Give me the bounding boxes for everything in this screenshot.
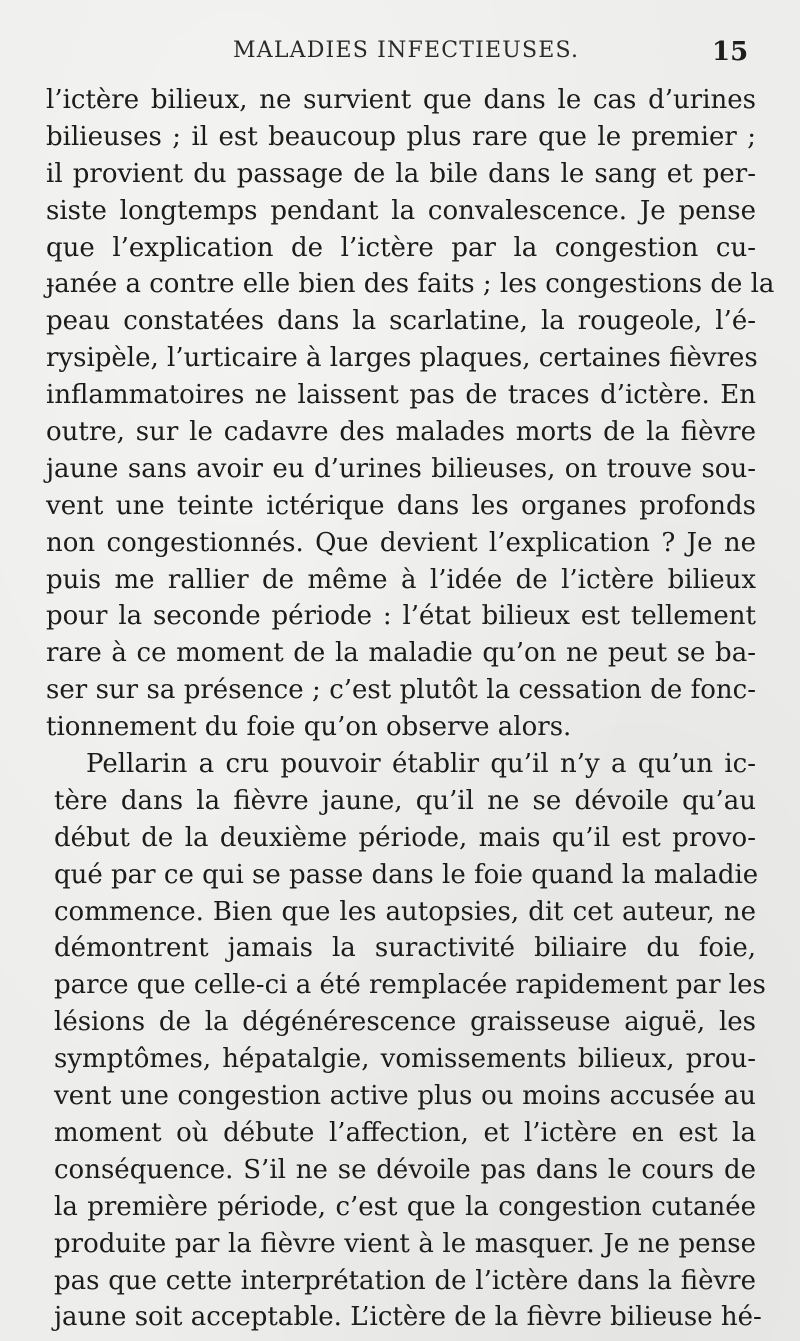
text-line: outre, sur le cadavre des malades morts de la fièvre: [46, 417, 756, 448]
text-line: l’ictère bilieux, ne survient que dans le cas d’urines: [46, 85, 756, 115]
text-line: lésions de la dégénérescence graisseuse aiguë, les: [54, 1007, 756, 1038]
paragraph: [46, 82, 775, 746]
text-line: ɟanée a contre elle bien des faits ; les congestions de la: [46, 269, 775, 300]
text-line: tère dans la fièvre jaune, qu’il ne se dévoile qu’au: [54, 785, 756, 816]
page-number: 15: [712, 37, 749, 67]
text-line: pas que cette interprétation de l’ictère dans la fièvre: [54, 1265, 756, 1296]
text-line: début de la deuxième période, mais qu’il est provo-: [54, 822, 756, 853]
text-line: il provient du passage de la bile dans le sang et per-: [46, 158, 756, 189]
text-line: puis me rallier de même à l’idée de l’ictère bilieux: [46, 564, 756, 595]
body-text: [46, 82, 775, 1336]
text-line: la première période, c’est que la congestion cutanée: [54, 1191, 756, 1222]
text-line: inflammatoires ne laissent pas de traces d’ictère. En: [46, 380, 756, 411]
text-line: symptômes, hépatalgie, vomissements bilieux, prou-: [54, 1044, 756, 1075]
text-line: vent une teinte ictérique dans les organes profonds: [46, 490, 756, 521]
text-line: jaune sans avoir eu d’urines bilieuses, on trouve sou-: [46, 453, 756, 484]
text-line: rare à ce moment de la maladie qu’on ne peut se ba-: [46, 638, 756, 669]
text-line: produite par la fièvre vient à le masquer. Je ne pense: [54, 1228, 756, 1259]
running-head: [0, 38, 800, 74]
text-line: non congestionnés. Que devient l’explication ? Je ne: [46, 527, 756, 558]
text-line: vent une congestion active plus ou moins accusée au: [54, 1081, 756, 1112]
text-line: peau constatées dans la scarlatine, la rougeole, l’é-: [46, 306, 756, 337]
text-line: pour la seconde période : l’état bilieux est tellement: [46, 601, 756, 632]
text-line: rysipèle, l’urticaire à larges plaques, certaines fièvres: [46, 343, 758, 374]
text-line: moment où débute l’affection, et l’ictère en est la: [54, 1117, 756, 1148]
text-line: démontrent jamais la suractivité biliaire du foie,: [54, 933, 756, 964]
text-line: Pellarin a cru pouvoir établir qu’il n’y a qu’un ic-: [86, 749, 756, 780]
paragraph: [46, 746, 766, 1336]
text-line: conséquence. S’il ne se dévoile pas dans le cours de: [54, 1154, 756, 1185]
text-line: tionnement du foie qu’on observe alors.: [46, 712, 572, 743]
text-line: que l’explication de l’ictère par la congestion cu-: [46, 232, 756, 263]
text-line: parce que celle-ci a été remplacée rapidement par les: [54, 970, 766, 1001]
text-line: ser sur sa présence ; c’est plutôt la cessation de fonc-: [46, 675, 756, 706]
text-line: qué par ce qui se passe dans le foie quand la maladie: [54, 859, 759, 890]
text-line: jaune soit acceptable. L’ictère de la fièvre bilieuse hé-: [54, 1302, 762, 1333]
text-line: siste longtemps pendant la convalescence. Je pense: [46, 195, 756, 226]
text-line: commence. Bien que les autopsies, dit cet auteur, ne: [54, 896, 756, 927]
text-line: bilieuses ; il est beaucoup plus rare que le premier ;: [46, 121, 756, 152]
running-title: MALADIES INFECTIEUSES.: [233, 38, 580, 63]
